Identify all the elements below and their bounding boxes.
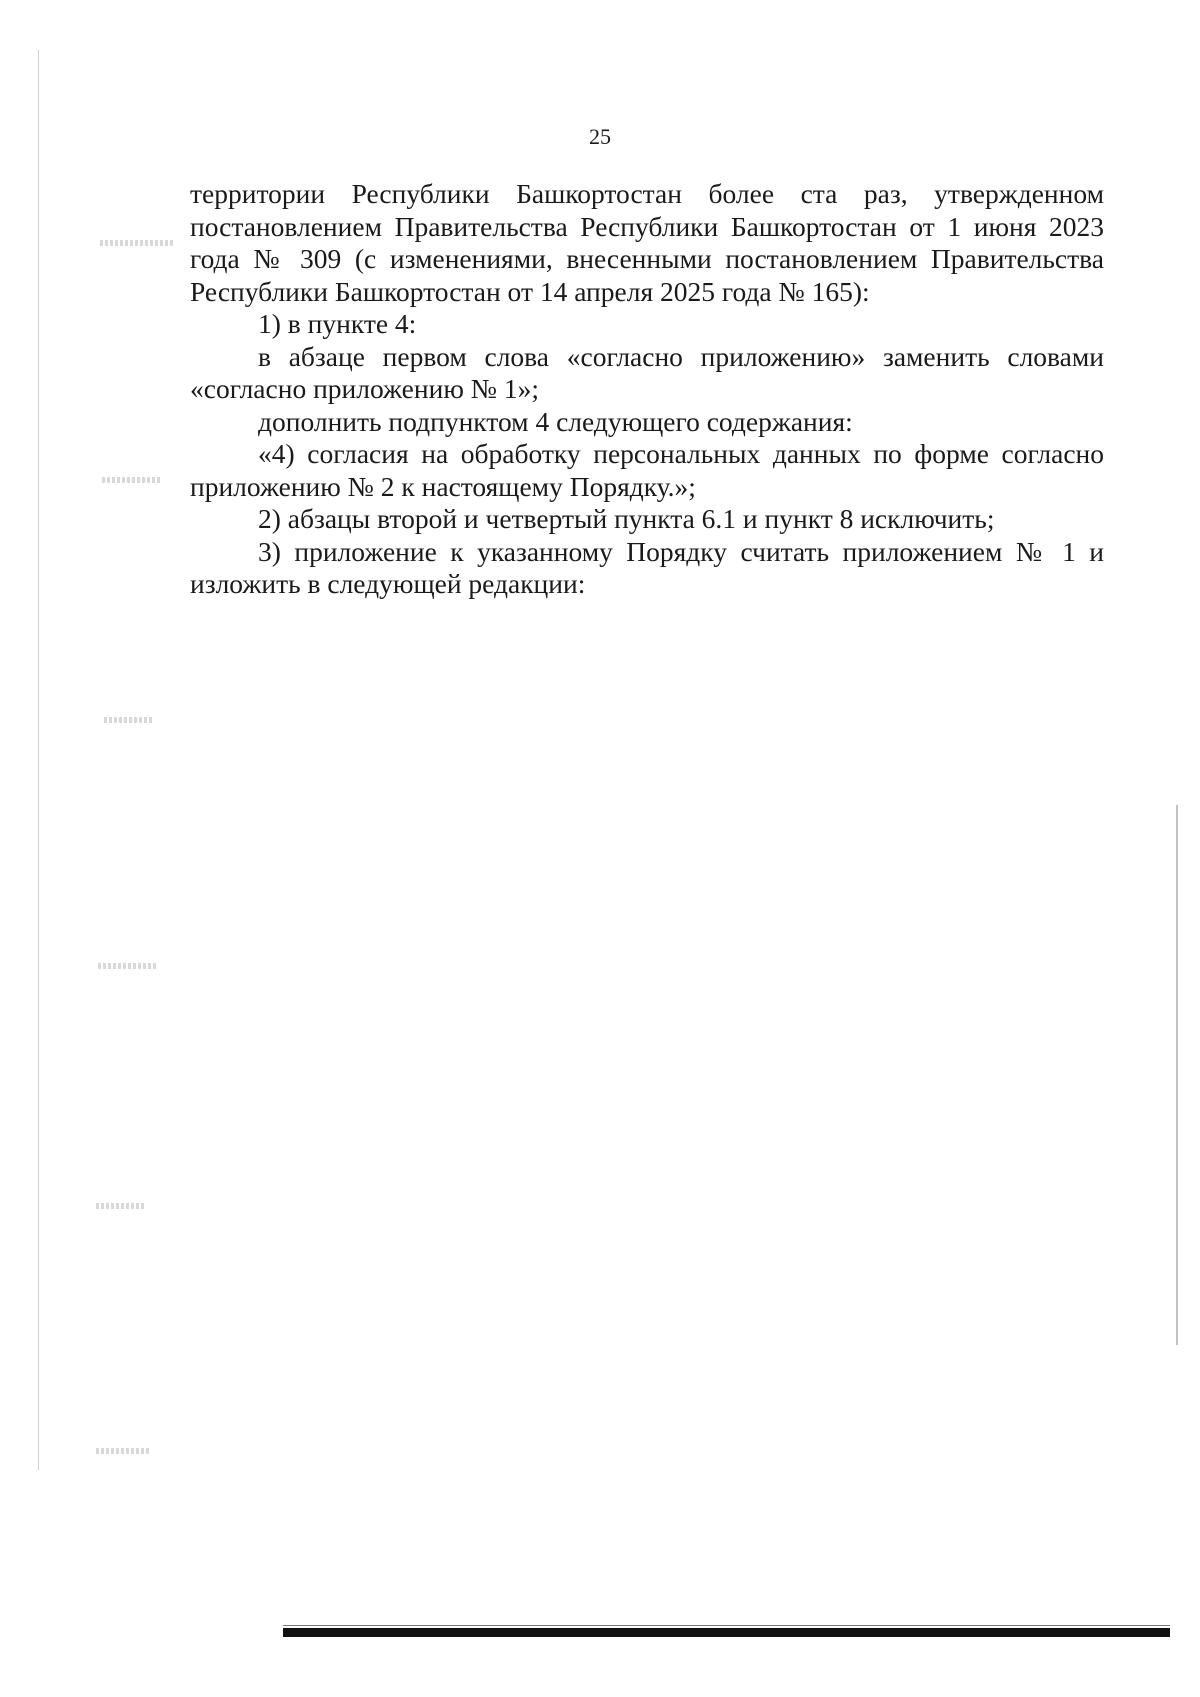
scan-edge-left — [38, 50, 39, 1470]
paragraph-first-abzac: в абзаце первом слова «согласно приложению» заменить словами «согласно приложению № 1»; — [190, 340, 1104, 404]
paragraph-add-subitem: дополнить подпунктом 4 следующего содержания: — [258, 405, 853, 437]
body-text — [190, 178, 1104, 601]
paragraph-item-2: 2) абзацы второй и четвертый пункта 6.1 и пункт 8 исключить; — [258, 503, 995, 534]
paragraph-item-3: 3) приложение к указанному Порядку считать приложением № 1 и изложить в следующей редакции: — [190, 535, 1104, 599]
bottom-rule — [283, 1628, 1170, 1637]
scan-edge-right — [1176, 805, 1178, 1345]
paragraph-intro: территории Республики Башкортостан более ста раз, утвержденном постановлением Правительства Республики Башкортостан от 1 июня 2023 года № 309 (с изменениями, внесенными постановлением Правительства Республики Башкортостан от 14 апреля 2025 года № 165): — [190, 178, 1104, 307]
scan-smudge — [96, 1448, 151, 1454]
page-number: 25 — [589, 124, 611, 149]
scan-smudge — [104, 717, 154, 723]
scan-smudge — [98, 963, 158, 969]
paragraph-item-1: 1) в пункте 4: — [258, 308, 417, 339]
paragraph-consent: «4) согласия на обработку персональных данных по форме согласно приложению № 2 к настоящему Порядку.»; — [190, 438, 1104, 502]
scan-smudge — [96, 1203, 146, 1209]
scan-smudge — [102, 477, 162, 483]
scan-smudge — [100, 240, 175, 246]
bottom-rule-thin — [283, 1625, 1170, 1626]
